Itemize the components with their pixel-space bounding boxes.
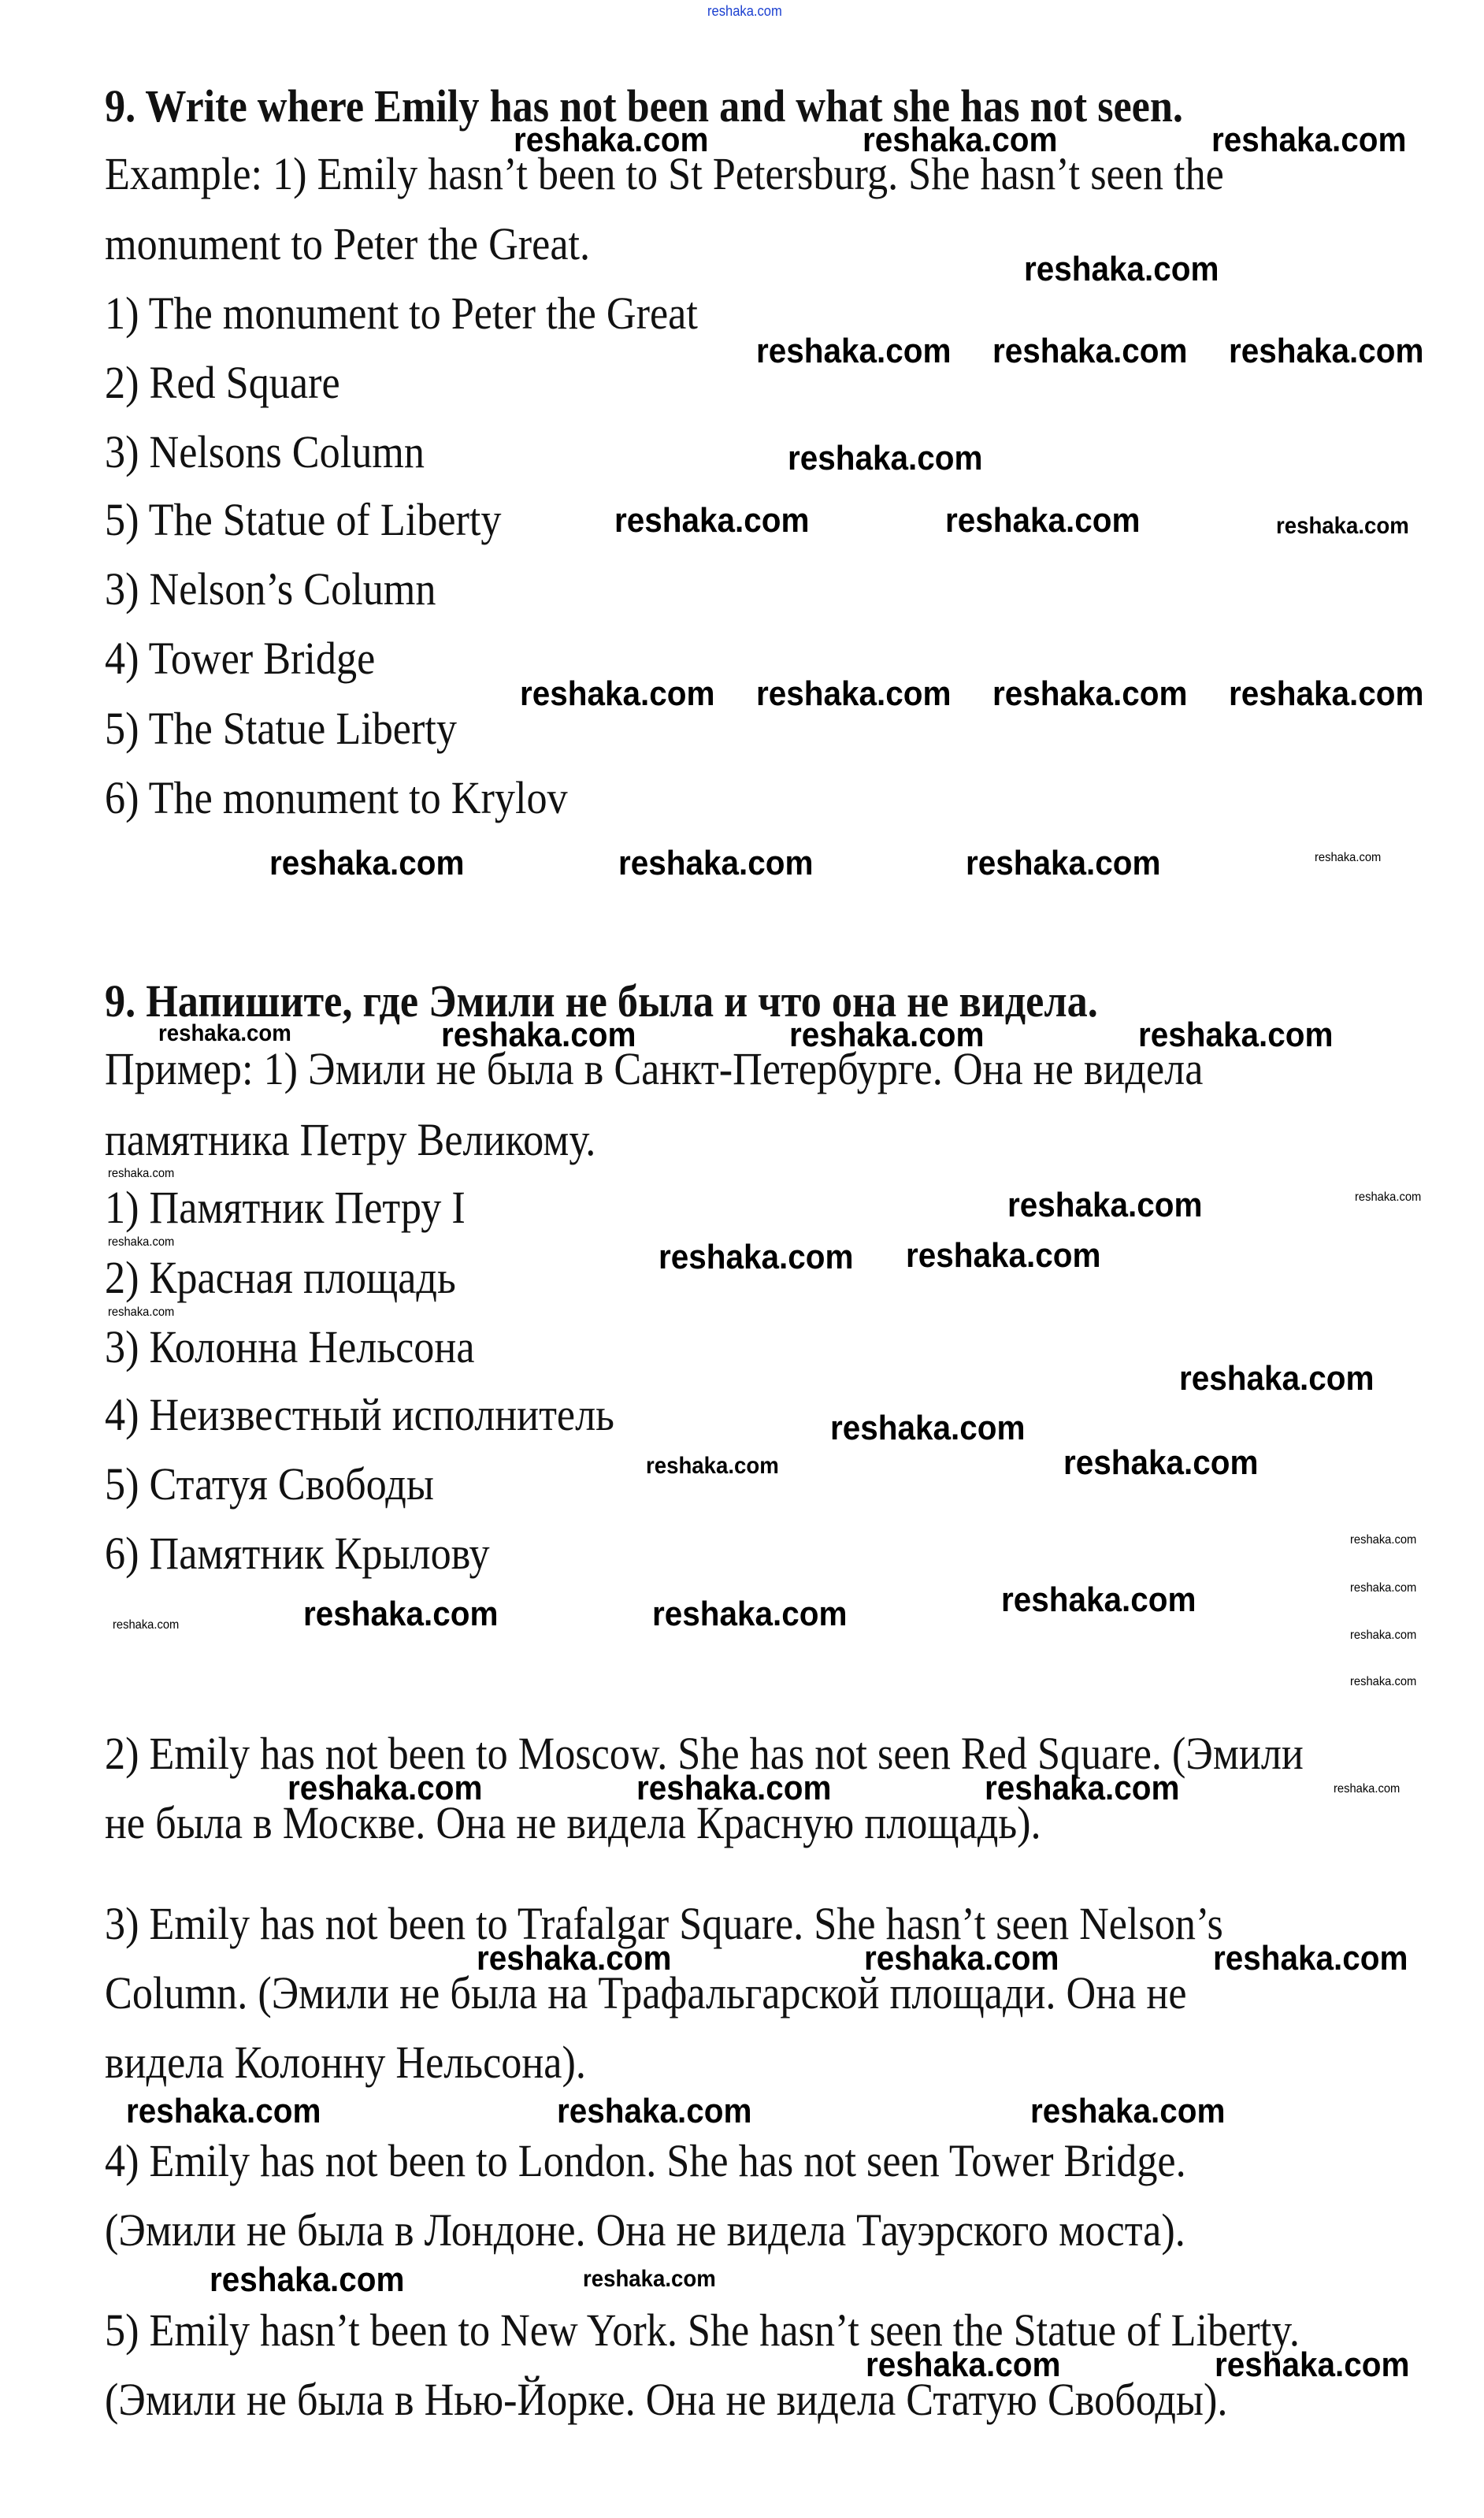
list-item: 3) Nelson’s Column	[105, 563, 436, 615]
list-item: 6) Памятник Крылову	[105, 1528, 490, 1579]
watermark-text: reshaka.com	[1355, 1190, 1422, 1204]
list-item: 4) Tower Bridge	[105, 633, 376, 684]
watermark-text: reshaka.com	[652, 1595, 848, 1633]
exercise-title-ru: 9. Напишите, где Эмили не была и что она не видела.	[105, 975, 1098, 1027]
list-item: 1) The monument to Peter the Great	[105, 288, 698, 339]
watermark-text: reshaka.com	[1350, 1675, 1417, 1688]
watermark-text: reshaka.com	[1350, 1581, 1417, 1595]
watermark-text: reshaka.com	[108, 1235, 175, 1249]
example-line-1-ru: Пример: 1) Эмили не была в Санкт-Петербурге. Она не видела	[105, 1043, 1204, 1094]
watermark-text: reshaka.com	[906, 1236, 1101, 1275]
watermark-text: reshaka.com	[866, 2345, 1061, 2384]
watermark-text: reshaka.com	[477, 1939, 672, 1978]
watermark-text: reshaka.com	[514, 121, 709, 159]
watermark-text: reshaka.com	[113, 1618, 180, 1632]
watermark-text: reshaka.com	[1007, 1186, 1203, 1224]
watermark-text: reshaka.com	[158, 1020, 291, 1046]
list-item: 5) The Statue of Liberty	[105, 494, 502, 545]
watermark-text: reshaka.com	[756, 332, 952, 370]
list-item: 4) Неизвестный исполнитель	[105, 1389, 614, 1440]
exercise-title-en: 9. Write where Emily has not been and what she has not seen.	[105, 80, 1183, 132]
example-line-2-en: monument to Peter the Great.	[105, 218, 591, 269]
watermark-text: reshaka.com	[126, 2092, 321, 2130]
watermark-text: reshaka.com	[659, 1238, 854, 1276]
watermark-text: reshaka.com	[614, 501, 810, 540]
answer-line: 3) Emily has not been to Trafalgar Square. She hasn’t seen Nelson’s	[105, 1898, 1223, 1949]
watermark-text: reshaka.com	[707, 3, 782, 19]
watermark-text: reshaka.com	[618, 844, 814, 882]
watermark-text: reshaka.com	[1138, 1016, 1334, 1054]
watermark-text: reshaka.com	[108, 1167, 175, 1180]
list-item: 5) Статуя Свободы	[105, 1458, 434, 1510]
watermark-text: reshaka.com	[1276, 513, 1409, 539]
watermark-text: reshaka.com	[756, 674, 952, 713]
watermark-text: reshaka.com	[992, 332, 1188, 370]
watermark-text: reshaka.com	[1334, 1782, 1401, 1796]
example-line-2-ru: памятника Петру Великому.	[105, 1114, 596, 1165]
watermark-text: reshaka.com	[303, 1595, 499, 1633]
list-item: 6) The monument to Krylov	[105, 772, 568, 823]
watermark-text: reshaka.com	[1030, 2092, 1226, 2130]
watermark-text: reshaka.com	[441, 1016, 636, 1054]
watermark-text: reshaka.com	[1211, 121, 1407, 159]
watermark-text: reshaka.com	[1229, 332, 1424, 370]
list-item: 3) Колонна Нельсона	[105, 1321, 475, 1372]
watermark-text: reshaka.com	[1063, 1443, 1259, 1482]
watermark-text: reshaka.com	[945, 501, 1141, 540]
list-item: 1) Памятник Петру I	[105, 1182, 466, 1233]
answer-line: не была в Москве. Она не видела Красную площадь).	[105, 1797, 1041, 1848]
watermark-text: reshaka.com	[269, 844, 465, 882]
watermark-text: reshaka.com	[646, 1453, 779, 1479]
watermark-text: reshaka.com	[966, 844, 1161, 882]
watermark-text: reshaka.com	[788, 439, 983, 477]
watermark-text: reshaka.com	[636, 1769, 832, 1807]
watermark-text: reshaka.com	[108, 1305, 175, 1319]
list-item: 2) Red Square	[105, 357, 340, 408]
watermark-text: reshaka.com	[1350, 1629, 1417, 1642]
watermark-text: reshaka.com	[864, 1939, 1059, 1978]
answer-line: (Эмили не была в Лондоне. Она не видела Тауэрского моста).	[105, 2204, 1185, 2256]
watermark-text: reshaka.com	[1229, 674, 1424, 713]
example-line-1-en: Example: 1) Emily hasn’t been to St Petersburg. She hasn’t seen the	[105, 148, 1224, 199]
watermark-text: reshaka.com	[557, 2092, 752, 2130]
answer-line: видела Колонну Нельсона).	[105, 2037, 586, 2088]
watermark-text: reshaka.com	[1215, 2345, 1410, 2384]
answer-line: Column. (Эмили не была на Трафальгарской площади. Она не	[105, 1967, 1187, 2018]
answer-line: 5) Emily hasn’t been to New York. She hasn’t seen the Statue of Liberty.	[105, 2304, 1300, 2356]
list-item: 5) The Statue Liberty	[105, 703, 457, 754]
watermark-text: reshaka.com	[789, 1016, 985, 1054]
answer-line: 4) Emily has not been to London. She has not seen Tower Bridge.	[105, 2135, 1186, 2186]
watermark-text: reshaka.com	[863, 121, 1058, 159]
watermark-text: reshaka.com	[1024, 250, 1219, 288]
watermark-text: reshaka.com	[985, 1769, 1180, 1807]
watermark-text: reshaka.com	[992, 674, 1188, 713]
watermark-text: reshaka.com	[520, 674, 715, 713]
watermark-text: reshaka.com	[583, 2266, 716, 2292]
watermark-text: reshaka.com	[1213, 1939, 1408, 1978]
watermark-text: reshaka.com	[210, 2260, 405, 2299]
list-item: 2) Красная площадь	[105, 1252, 456, 1303]
list-item: 3) Nelsons Column	[105, 426, 425, 477]
answer-line: 2) Emily has not been to Moscow. She has not seen Red Square. (Эмили	[105, 1728, 1304, 1779]
watermark-text: reshaka.com	[830, 1409, 1026, 1447]
watermark-text: reshaka.com	[288, 1769, 483, 1807]
watermark-text: reshaka.com	[1315, 851, 1382, 864]
watermark-text: reshaka.com	[1350, 1533, 1417, 1547]
watermark-text: reshaka.com	[1001, 1580, 1196, 1619]
answer-line: (Эмили не была в Нью-Йорке. Она не видела Статую Свободы).	[105, 2374, 1228, 2425]
watermark-text: reshaka.com	[1179, 1359, 1375, 1398]
